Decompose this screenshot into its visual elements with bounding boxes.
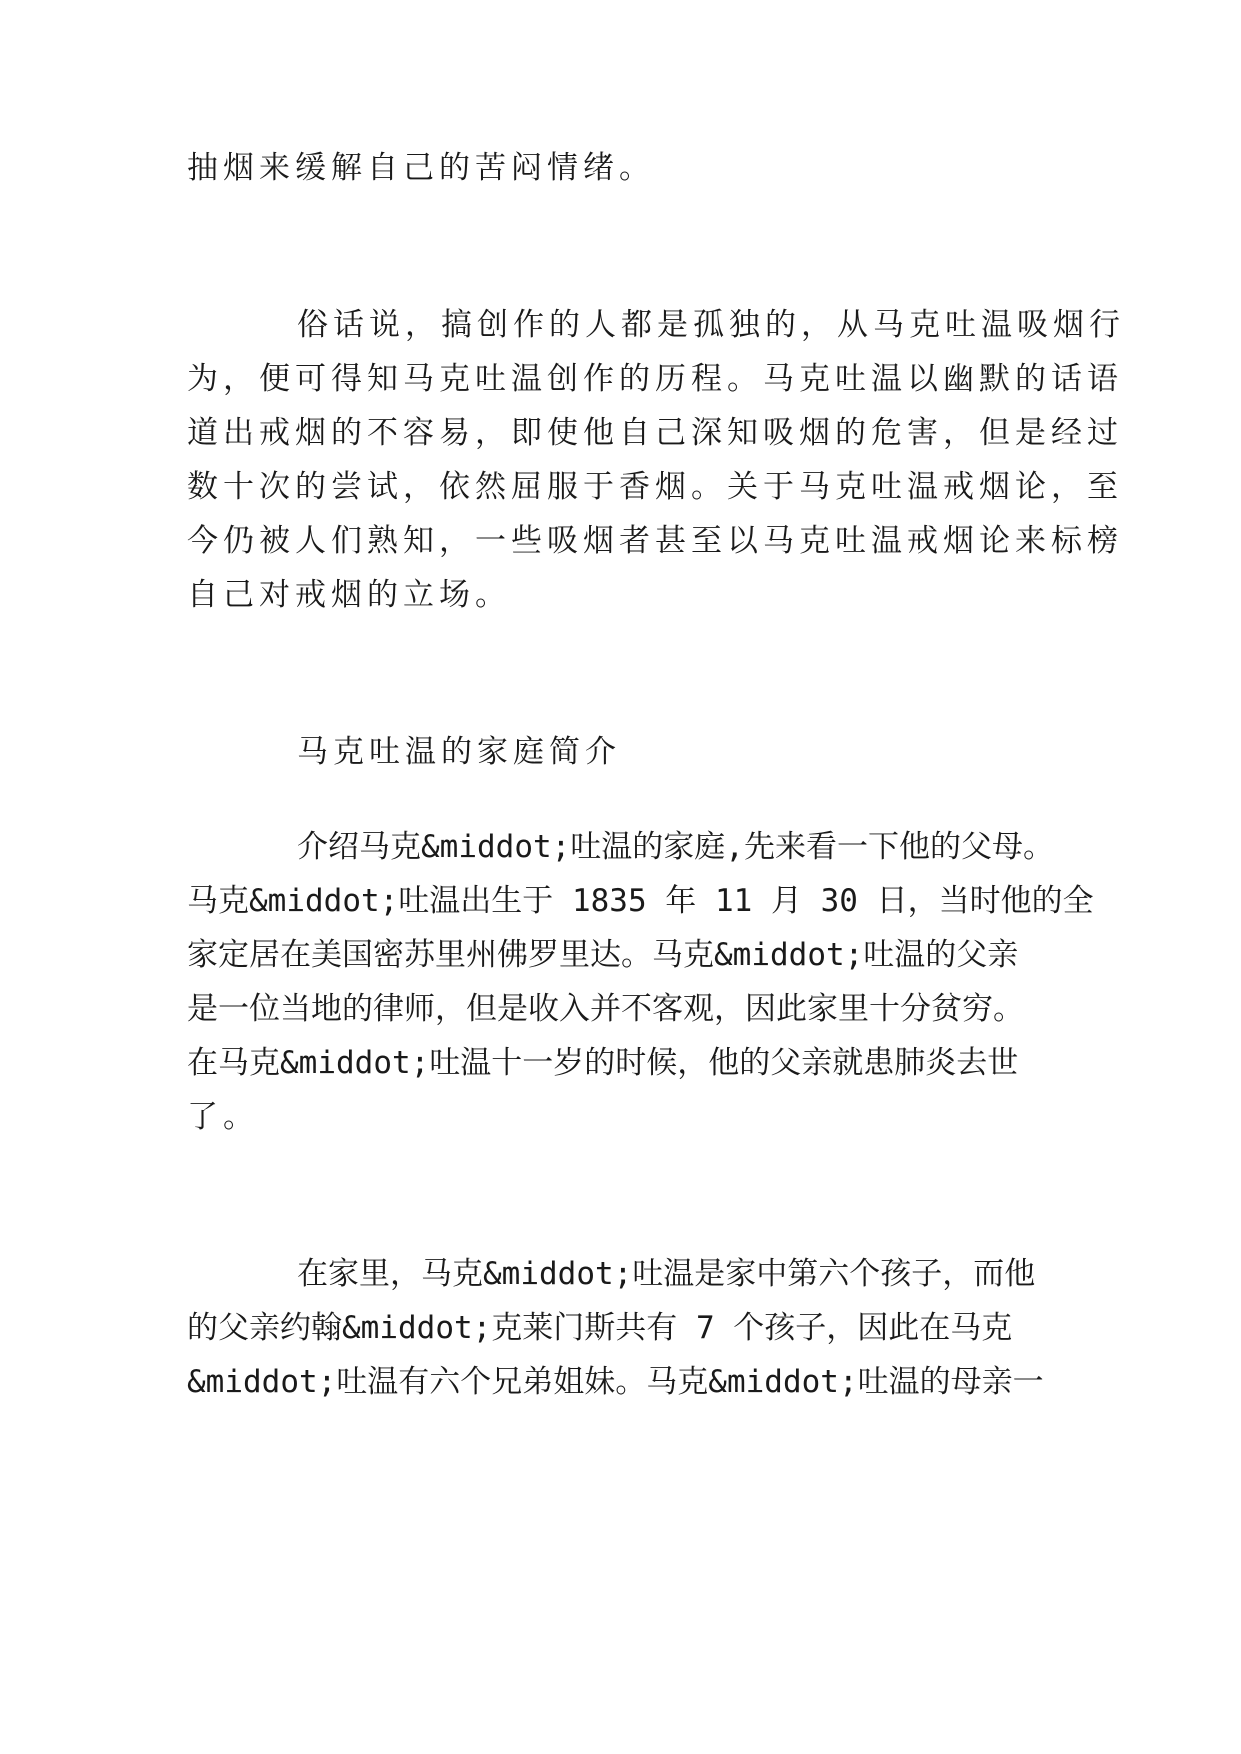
paragraph-line: 了。 bbox=[187, 1099, 259, 1135]
paragraph-line: 自己对戒烟的立场。 bbox=[187, 577, 511, 613]
paragraph-line: 道出戒烟的不容易，即使他自己深知吸烟的危害，但是经过 bbox=[187, 415, 1123, 451]
paragraph-line: 抽烟来缓解自己的苦闷情绪。 bbox=[187, 150, 655, 186]
paragraph-line: 马克&middot;吐温出生于 1835 年 11 月 30 日，当时他的全 bbox=[187, 883, 1094, 919]
paragraph-line: 介绍马克&middot;吐温的家庭,先来看一下他的父母。 bbox=[297, 829, 1054, 865]
paragraph-line: 俗话说，搞创作的人都是孤独的，从马克吐温吸烟行 bbox=[297, 307, 1125, 343]
paragraph-line: 数十次的尝试，依然屈服于香烟。关于马克吐温戒烟论，至 bbox=[187, 469, 1123, 505]
paragraph-line: 在马克&middot;吐温十一岁的时候，他的父亲就患肺炎去世 bbox=[187, 1045, 1019, 1081]
paragraph-line: &middot;吐温有六个兄弟姐妹。马克&middot;吐温的母亲一 bbox=[187, 1364, 1044, 1400]
paragraph-line: 为，便可得知马克吐温创作的历程。马克吐温以幽默的话语 bbox=[187, 361, 1123, 397]
paragraph-line: 今仍被人们熟知，一些吸烟者甚至以马克吐温戒烟论来标榜 bbox=[187, 523, 1123, 559]
section-heading: 马克吐温的家庭简介 bbox=[297, 734, 621, 770]
paragraph-line: 的父亲约翰&middot;克莱门斯共有 7 个孩子，因此在马克 bbox=[187, 1310, 1013, 1346]
paragraph-line: 在家里，马克&middot;吐温是家中第六个孩子，而他 bbox=[297, 1256, 1036, 1292]
paragraph-line: 是一位当地的律师，但是收入并不客观，因此家里十分贫穷。 bbox=[187, 991, 1024, 1027]
paragraph-line: 家定居在美国密苏里州佛罗里达。马克&middot;吐温的父亲 bbox=[187, 937, 1019, 973]
